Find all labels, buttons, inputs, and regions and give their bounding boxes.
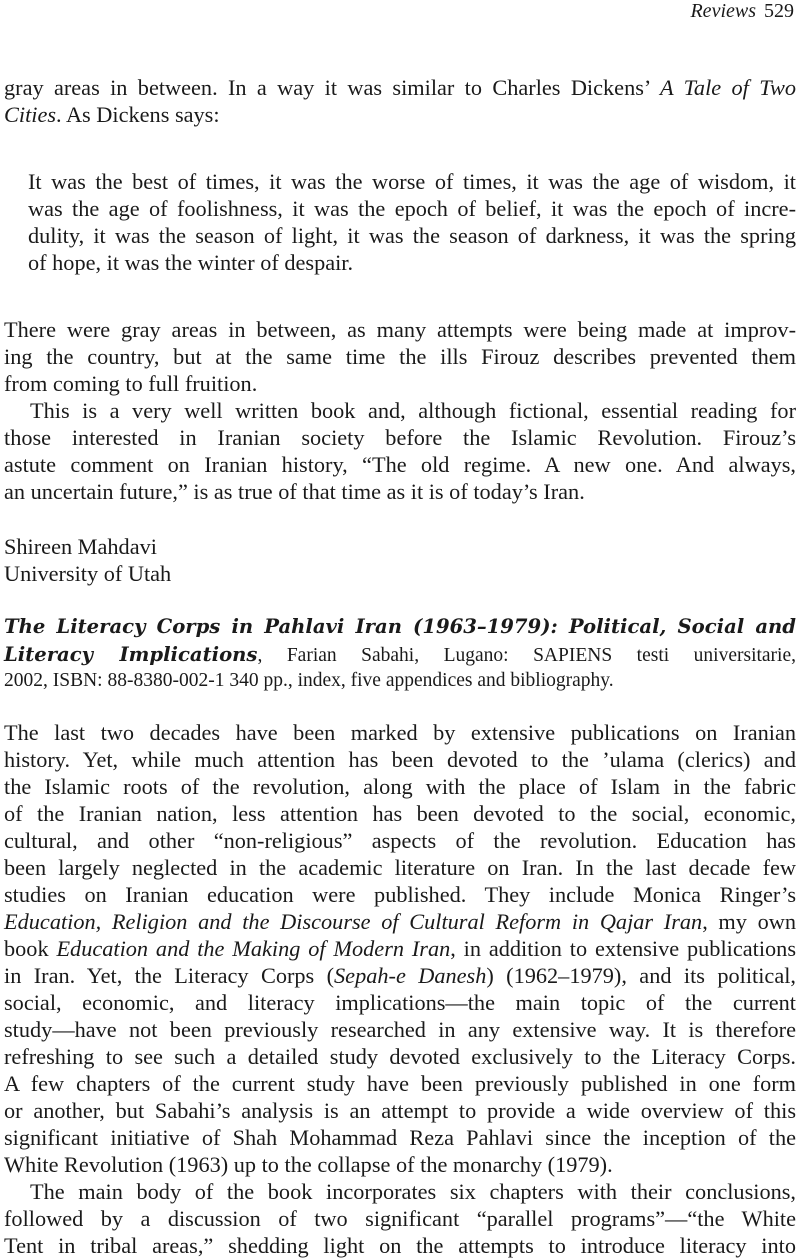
book-title-heading-cont: Literacy Implications [4,643,258,666]
text-line: The last two decades have been marked by extensive publications on Iranian [4,720,796,745]
text-line: This is a very well written book and, although fictional, essential reading for [30,398,796,423]
text-line: There were gray areas in between, as many attempts were being made at improv- [4,317,796,342]
text-line: been largely neglected in the academic literature on Iran. In the last decade few [4,855,796,880]
book-title-heading: The Literacy Corps in Pahlavi Iran (1963–1979): Political, Social and [4,615,796,638]
text-line: Tent in tribal areas,” shedding light on the attempts to introduce literacy into [4,1233,796,1258]
running-head-title: Reviews [690,0,756,22]
reviewer-affiliation: University of Utah [4,561,172,586]
book-details: Literacy Implications, Farian Sabahi, Lugano: SAPIENS testi universitarie, [4,643,797,666]
book-title-italic: A Tale of Two [660,75,796,100]
text-line: The main body of the book incorporates six chapters with their conclusions, [30,1179,796,1204]
text-line: cultural, and other “non-religious” aspects of the revolution. Education has [4,828,796,853]
text-line: A few chapters of the current study have been previously published in one form [4,1071,796,1096]
text-line: the Islamic roots of the revolution, along with the place of Islam in the fabric [4,774,796,799]
book-title-italic: Education and the Making of Modern Iran [56,936,451,961]
quote-line: of hope, it was the winter of despair. [28,250,354,275]
book-title-italic: Education, Religion and the Discourse of Cultural Reform in Qajar Iran [4,909,703,934]
text-line: book Education and the Making of Modern Iran, in addition to extensive publications [4,936,796,961]
text-line: Cities. As Dickens says: [4,102,220,127]
text-line: followed by a discussion of two significant “parallel programs”—“the White [4,1206,796,1231]
text-line: gray areas in between. In a way it was similar to Charles Dickens’ A Tale of Two [4,75,796,100]
running-head [690,0,794,22]
quote-line: It was the best of times, it was the worse of times, it was the age of wisdom, it [28,169,796,194]
text-line: White Revolution (1963) up to the collapse of the monarchy (1979). [4,1152,613,1177]
text-line: from coming to full fruition. [4,371,258,396]
text-line: astute comment on Iranian history, “The old regime. A new one. And always, [4,452,796,477]
text-line: in Iran. Yet, the Literacy Corps (Sepah-e Danesh) (1962–1979), and its political, [4,963,796,988]
text-line: significant initiative of Shah Mohammad Reza Pahlavi since the inception of the [4,1125,796,1150]
text-line: of the Iranian nation, less attention has been devoted to the social, economic, [4,801,796,826]
text-line: Education, Religion and the Discourse of Cultural Reform in Qajar Iran, my own [4,909,796,934]
quote-line: dulity, it was the season of light, it was the season of darkness, it was the spring [28,223,796,248]
text-line: those interested in Iranian society before the Islamic Revolution. Firouz’s [4,425,796,450]
text-line: study—have not been previously researched in any extensive way. It is therefore [4,1017,796,1042]
text-line: ing the country, but at the same time the ills Firouz describes prevented them [4,344,796,369]
text-line: refreshing to see such a detailed study devoted exclusively to the Literacy Corps. [4,1044,796,1069]
term-italic: Sepah-e Danesh [334,963,487,988]
quote-line: was the age of foolishness, it was the epoch of belief, it was the epoch of incre- [28,196,796,221]
book-details: 2002, ISBN: 88-8380-002-1 340 pp., index, five appendices and bibliography. [4,670,614,691]
page-number: 529 [764,0,794,22]
text-line: an uncertain future,” is as true of that time as it is of today’s Iran. [4,479,585,504]
text-line: history. Yet, while much attention has been devoted to the ’ulama (clerics) and [4,747,796,772]
text-line: social, economic, and literacy implications—the main topic of the current [4,990,796,1015]
book-title-italic: Cities [4,102,57,127]
text-line: studies on Iranian education were published. They include Monica Ringer’s [4,882,796,907]
reviewer-name: Shireen Mahdavi [4,534,157,559]
text-line: or another, but Sabahi’s analysis is an attempt to provide a wide overview of this [4,1098,796,1123]
